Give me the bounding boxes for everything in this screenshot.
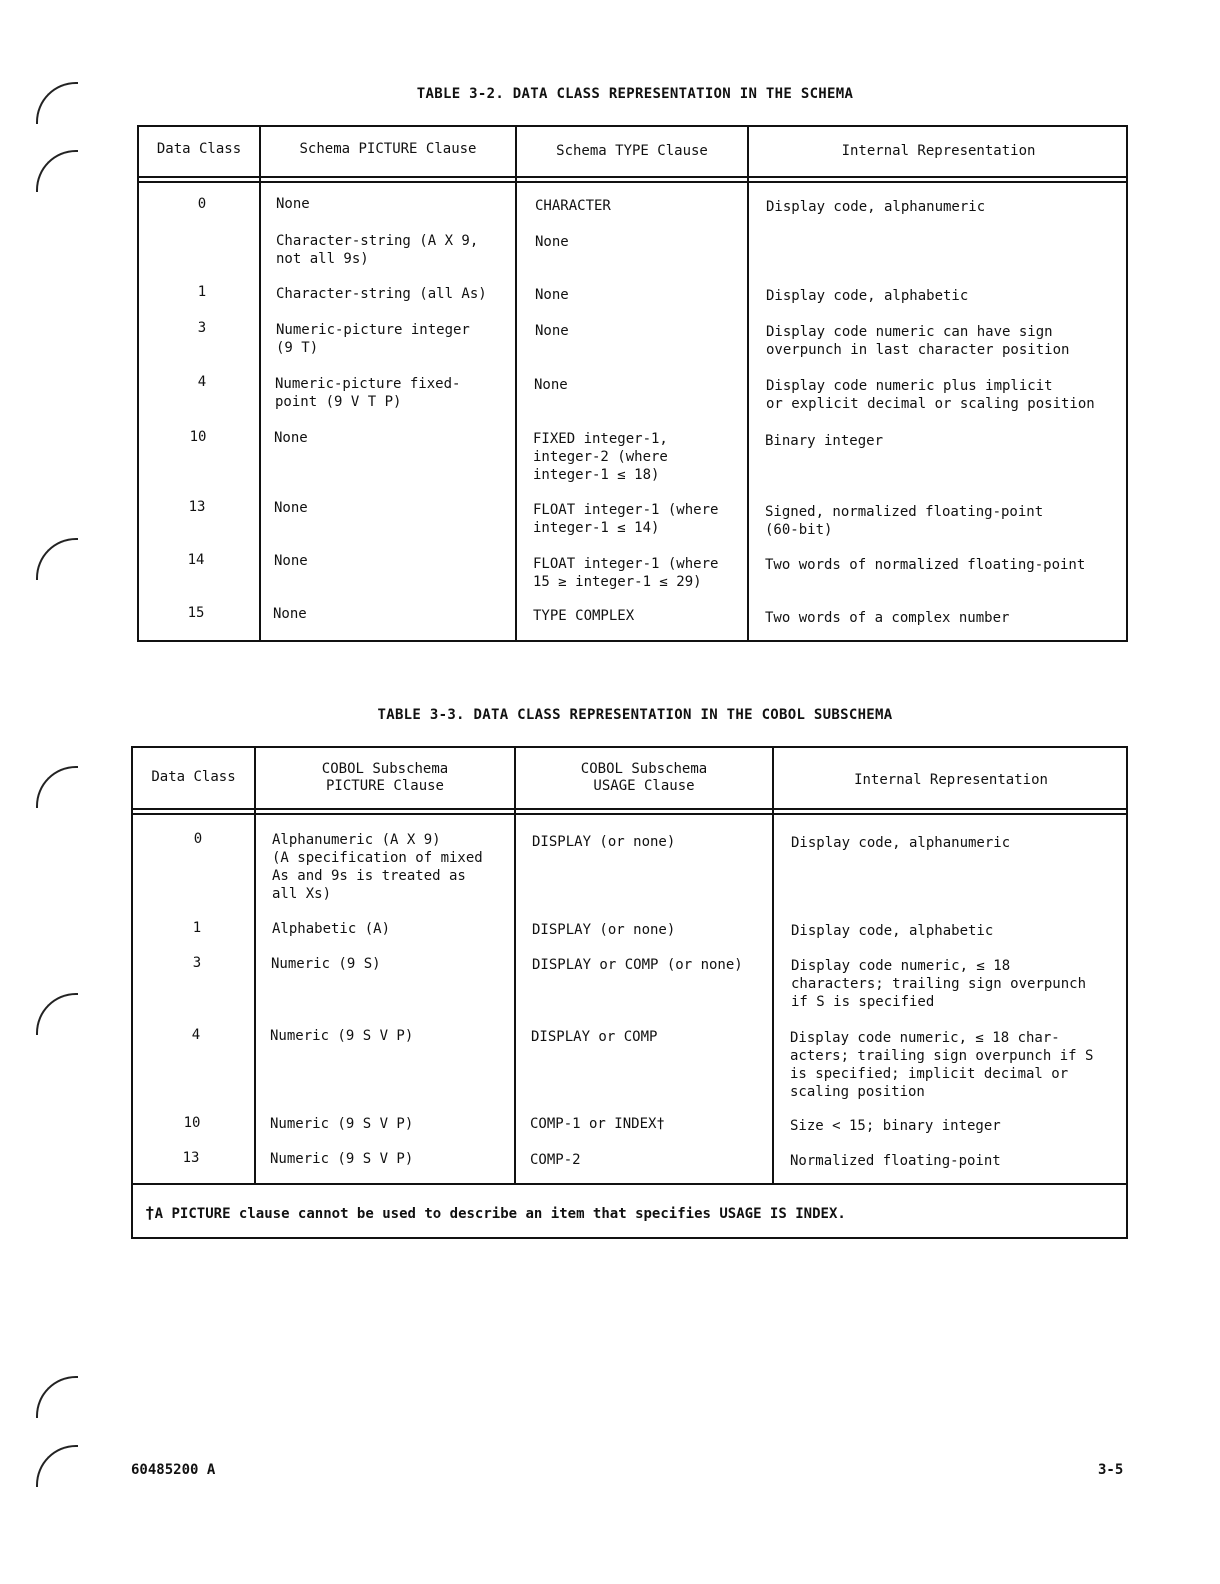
table-cell: Normalized floating-point: [790, 1153, 1001, 1169]
table-cell: Display code, alphanumeric: [766, 199, 986, 215]
table-cell: None: [276, 196, 310, 212]
table-cell: Numeric-picture fixed- point (9 V T P): [275, 376, 461, 410]
table-cell: Display code, alphabetic: [766, 288, 969, 304]
table-cell: None: [274, 500, 308, 516]
table-cell: COMP-1 or INDEX†: [530, 1116, 665, 1132]
table-cell: Numeric (9 S V P): [270, 1028, 414, 1044]
table-cell: Numeric (9 S): [271, 956, 381, 972]
table-cell: 13: [188, 499, 206, 515]
table-cell: DISPLAY or COMP: [531, 1029, 658, 1045]
column-header: Schema PICTURE Clause: [299, 141, 477, 157]
column-header: Data Class: [156, 141, 242, 157]
table-cell: 0: [197, 196, 207, 212]
footnote-mark: †: [145, 1203, 155, 1222]
table-cell: None: [274, 553, 308, 569]
table-cell: 0: [193, 831, 203, 847]
table-cell: FLOAT integer-1 (where 15 ≥ integer-1 ≤ 29): [533, 556, 719, 590]
table-cell: Binary integer: [765, 433, 884, 449]
table-cell: None: [274, 430, 308, 446]
table-cell: 1: [192, 920, 202, 936]
table-cell: FIXED integer-1, integer-2 (where integer-1 ≤ 18): [533, 431, 668, 483]
table-cell: Alphabetic (A): [272, 921, 391, 937]
table-cell: Display code, alphabetic: [791, 923, 994, 939]
table-cell: COMP-2: [530, 1152, 581, 1168]
binder-mark: [36, 1445, 78, 1487]
binder-mark: [36, 150, 78, 192]
cobol-subschema-data-class-table: [131, 746, 1128, 1239]
table-cell: 10: [183, 1115, 201, 1131]
table-cell: 1: [197, 284, 207, 300]
table-cell: Two words of a complex number: [765, 610, 1010, 626]
table-cell: Numeric-picture integer (9 T): [276, 322, 470, 356]
binder-mark: [36, 538, 78, 580]
table-cell: 13: [182, 1150, 200, 1166]
table-cell: 3: [192, 955, 202, 971]
column-header: Internal Representation: [841, 143, 1036, 159]
table-cell: Size < 15; binary integer: [790, 1118, 1001, 1134]
binder-mark: [36, 993, 78, 1035]
table-cell: 15: [187, 605, 205, 621]
table-cell: CHARACTER: [535, 198, 611, 214]
table-cell: Numeric (9 S V P): [270, 1116, 414, 1132]
binder-mark: [36, 766, 78, 808]
table-cell: DISPLAY (or none): [532, 922, 676, 938]
table-cell: Character-string (all As): [276, 286, 487, 302]
table-cell: None: [535, 234, 569, 250]
table-footnote: [145, 1203, 846, 1222]
column-header: Internal Representation: [854, 772, 1048, 788]
document-number: 60485200 A: [131, 1462, 216, 1478]
table-cell: Display code numeric can have sign overpunch in last character position: [766, 324, 1070, 358]
table-cell: None: [535, 287, 569, 303]
table-cell: FLOAT integer-1 (where integer-1 ≤ 14): [533, 502, 719, 536]
table-cell: Numeric (9 S V P): [270, 1151, 414, 1167]
table-cell: Signed, normalized floating-point (60-bit): [765, 504, 1044, 538]
column-header: COBOL Subschema PICTURE Clause: [321, 761, 449, 794]
table-cell: 4: [197, 374, 207, 390]
table-cell: None: [534, 377, 568, 393]
table-cell: DISPLAY (or none): [532, 834, 676, 850]
table-cell: TYPE COMPLEX: [533, 608, 635, 624]
table-caption: TABLE 3-3. DATA CLASS REPRESENTATION IN THE COBOL SUBSCHEMA: [377, 707, 893, 723]
table-cell: None: [535, 323, 569, 339]
table-cell: None: [273, 606, 307, 622]
table-cell: Alphanumeric (A X 9) (A specification of mixed As and 9s is treated as all Xs): [272, 832, 483, 902]
table-cell: Two words of normalized floating-point: [765, 557, 1086, 573]
table-cell: Display code numeric, ≤ 18 char- acters; trailing sign overpunch if S is specified; implicit decimal or scaling position: [790, 1030, 1094, 1100]
schema-data-class-table: [137, 125, 1128, 642]
column-header: Data Class: [151, 769, 236, 785]
table-cell: 10: [189, 429, 207, 445]
table-cell: Character-string (A X 9, not all 9s): [276, 233, 479, 267]
column-header: COBOL Subschema USAGE Clause: [580, 761, 708, 794]
column-header: Schema TYPE Clause: [556, 143, 708, 159]
table-cell: 3: [197, 320, 207, 336]
table-cell: Display code numeric, ≤ 18 characters; trailing sign overpunch if S is specified: [791, 958, 1087, 1010]
table-cell: 4: [191, 1027, 201, 1043]
table-caption: TABLE 3-2. DATA CLASS REPRESENTATION IN THE SCHEMA: [416, 86, 854, 102]
binder-mark: [36, 1376, 78, 1418]
table-cell: Display code numeric plus implicit or explicit decimal or scaling position: [766, 378, 1095, 412]
table-cell: Display code, alphanumeric: [791, 835, 1011, 851]
page-number: 3-5: [1098, 1462, 1124, 1478]
table-cell: DISPLAY or COMP (or none): [532, 957, 743, 973]
footnote-text: A PICTURE clause cannot be used to describe an item that specifies USAGE IS INDEX.: [154, 1206, 846, 1222]
table-cell: 14: [187, 552, 205, 568]
